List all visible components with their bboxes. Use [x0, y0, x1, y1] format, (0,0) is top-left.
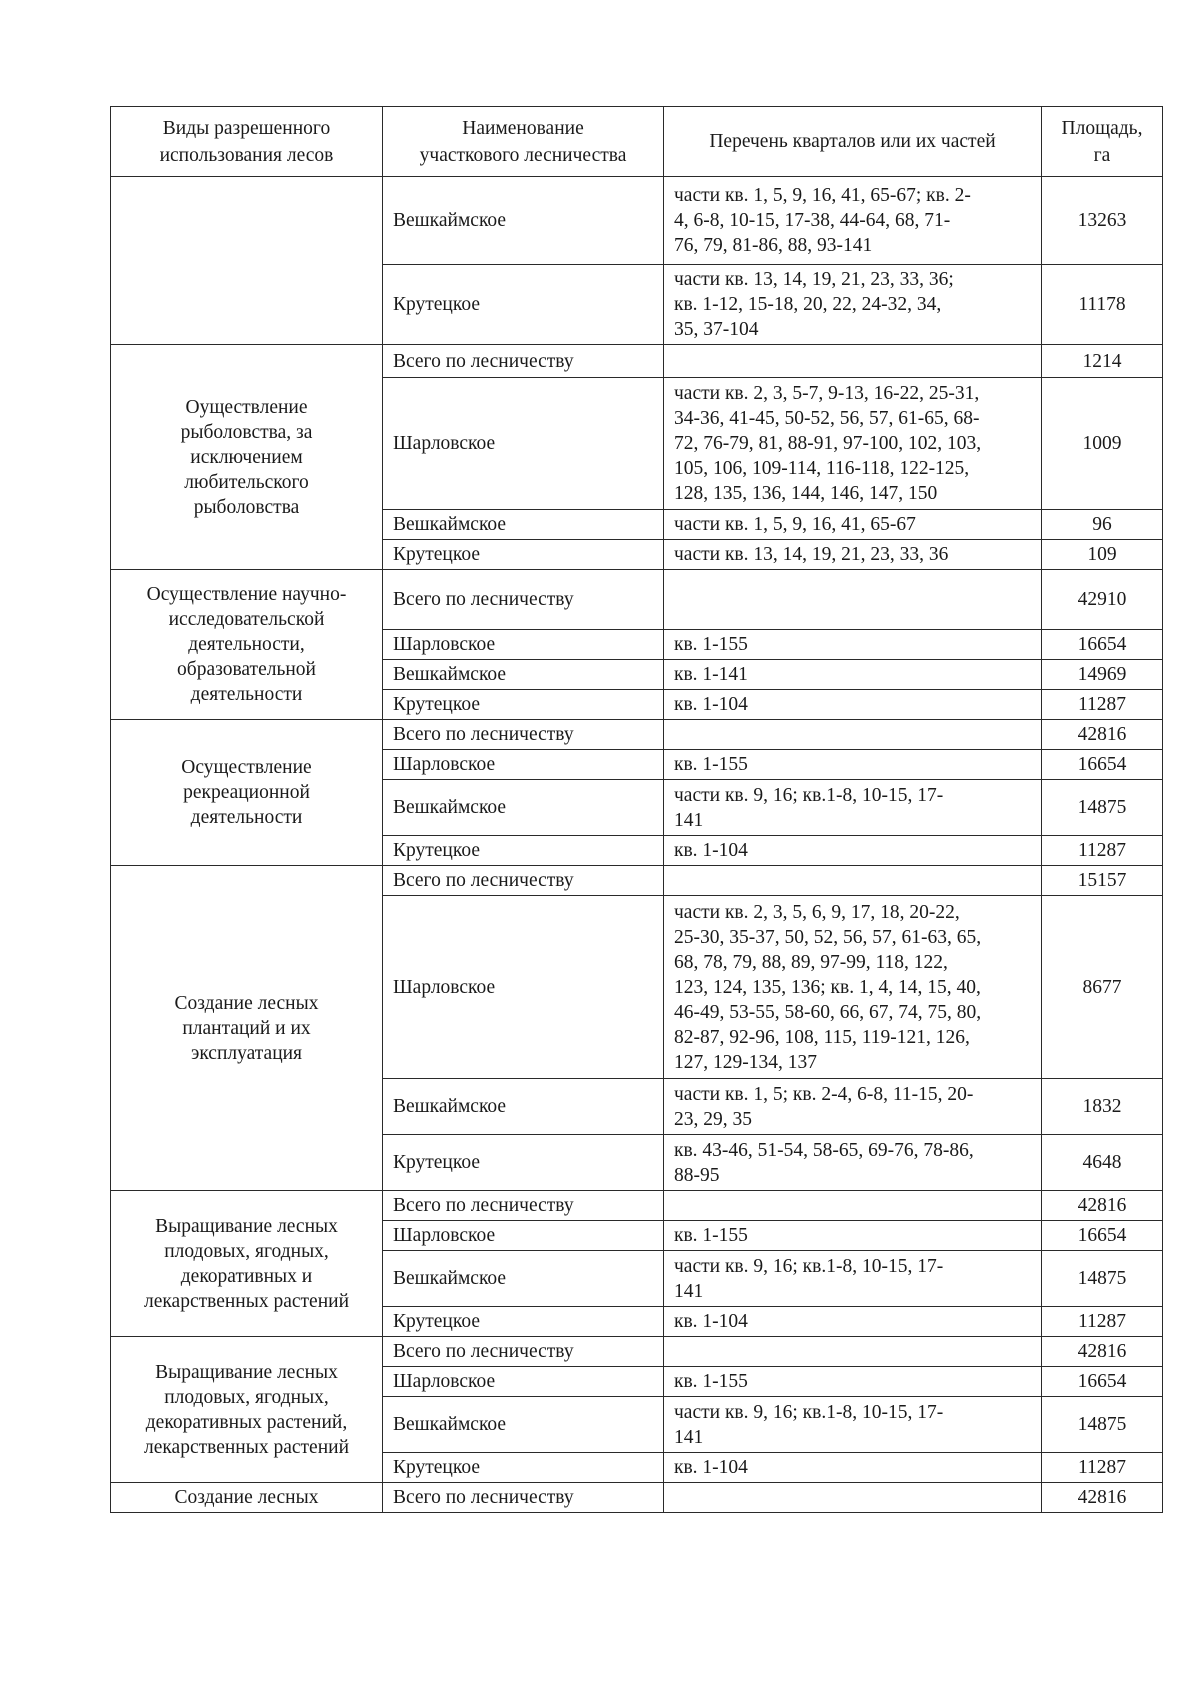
quarters-cell: кв. 1-155 — [664, 630, 1042, 660]
area-cell: 42910 — [1042, 570, 1163, 630]
forestry-name-cell: Всего по лесничеству — [383, 866, 664, 896]
forestry-name-cell: Вешкаймское — [383, 177, 664, 265]
forestry-name-cell: Вешкаймское — [383, 1397, 664, 1453]
header-area: Площадь, га — [1042, 107, 1163, 177]
quarters-cell: части кв. 13, 14, 19, 21, 23, 33, 36 — [664, 540, 1042, 570]
area-cell: 4648 — [1042, 1135, 1163, 1191]
area-cell: 16654 — [1042, 630, 1163, 660]
forestry-name-cell: Вешкаймское — [383, 660, 664, 690]
forestry-name-cell: Всего по лесничеству — [383, 720, 664, 750]
area-cell: 11287 — [1042, 836, 1163, 866]
quarters-cell: части кв. 9, 16; кв.1-8, 10-15, 17- 141 — [664, 1251, 1042, 1307]
area-cell: 14875 — [1042, 1251, 1163, 1307]
area-cell: 11287 — [1042, 1453, 1163, 1483]
forestry-name-cell: Шарловское — [383, 378, 664, 510]
forestry-name-cell: Вешкаймское — [383, 1079, 664, 1135]
quarters-cell: кв. 1-104 — [664, 690, 1042, 720]
forestry-name-cell: Шарловское — [383, 630, 664, 660]
quarters-cell: кв. 1-104 — [664, 1453, 1042, 1483]
use-type-cell: Оуществление рыболовства, за исключением любительского рыболовства — [111, 345, 383, 570]
quarters-cell — [664, 866, 1042, 896]
forestry-name-cell: Крутецкое — [383, 836, 664, 866]
forestry-name-cell: Всего по лесничеству — [383, 1337, 664, 1367]
quarters-cell: кв. 1-155 — [664, 1221, 1042, 1251]
forestry-name-cell: Вешкаймское — [383, 1251, 664, 1307]
table-row — [111, 345, 1163, 378]
use-type-cell — [111, 177, 383, 345]
quarters-cell: части кв. 2, 3, 5, 6, 9, 17, 18, 20-22, 25-30, 35-37, 50, 52, 56, 57, 61-63, 65, 68, 78, 79, 88, 89, 97-99, 118, 122, 123, 124, 135, 136; кв. 1, 4, 14, 15, 40, 46-49, 53-55, 58-60, 66, 67, 74, 75, 80, 82-87, 92-96, 108, 115, 119-121, 126, 127, 129-134, 137 — [664, 896, 1042, 1079]
forestry-name-cell: Крутецкое — [383, 1135, 664, 1191]
header-quarters-list: Перечень кварталов или их частей — [664, 107, 1042, 177]
table-row — [111, 570, 1163, 630]
area-cell: 109 — [1042, 540, 1163, 570]
area-cell: 15157 — [1042, 866, 1163, 896]
area-cell: 42816 — [1042, 1483, 1163, 1513]
area-cell: 1832 — [1042, 1079, 1163, 1135]
area-cell: 11287 — [1042, 1307, 1163, 1337]
quarters-cell: части кв. 1, 5; кв. 2-4, 6-8, 11-15, 20- 23, 29, 35 — [664, 1079, 1042, 1135]
quarters-cell: части кв. 2, 3, 5-7, 9-13, 16-22, 25-31, 34-36, 41-45, 50-52, 56, 57, 61-65, 68- 72, 76-79, 81, 88-91, 97-100, 102, 103, 105, 106, 109-114, 116-118, 122-125, 128, 135, 136, 144, 146, 147, 150 — [664, 378, 1042, 510]
quarters-cell — [664, 720, 1042, 750]
quarters-cell: кв. 43-46, 51-54, 58-65, 69-76, 78-86, 88-95 — [664, 1135, 1042, 1191]
area-cell: 1009 — [1042, 378, 1163, 510]
area-cell: 42816 — [1042, 1191, 1163, 1221]
forestry-name-cell: Крутецкое — [383, 540, 664, 570]
area-cell: 16654 — [1042, 1367, 1163, 1397]
area-cell: 14875 — [1042, 1397, 1163, 1453]
quarters-cell — [664, 1483, 1042, 1513]
use-type-cell: Осуществление рекреационной деятельности — [111, 720, 383, 866]
forestry-name-cell: Крутецкое — [383, 1453, 664, 1483]
forestry-name-cell: Вешкаймское — [383, 780, 664, 836]
forestry-name-cell: Крутецкое — [383, 1307, 664, 1337]
quarters-cell: кв. 1-155 — [664, 750, 1042, 780]
document-page — [110, 106, 1162, 1513]
forestry-name-cell: Всего по лесничеству — [383, 1483, 664, 1513]
quarters-cell: кв. 1-104 — [664, 1307, 1042, 1337]
quarters-cell: части кв. 13, 14, 19, 21, 23, 33, 36; кв. 1-12, 15-18, 20, 22, 24-32, 34, 35, 37-104 — [664, 265, 1042, 345]
quarters-cell — [664, 1337, 1042, 1367]
table-row — [111, 1337, 1163, 1367]
area-cell: 16654 — [1042, 1221, 1163, 1251]
table-row — [111, 177, 1163, 265]
header-forestry-name: Наименование участкового лесничества — [383, 107, 664, 177]
quarters-cell: кв. 1-141 — [664, 660, 1042, 690]
use-type-cell: Выращивание лесных плодовых, ягодных, декоративных и лекарственных растений — [111, 1191, 383, 1337]
area-cell: 42816 — [1042, 720, 1163, 750]
area-cell: 11287 — [1042, 690, 1163, 720]
forestry-name-cell: Всего по лесничеству — [383, 1191, 664, 1221]
area-cell: 14875 — [1042, 780, 1163, 836]
quarters-cell: части кв. 1, 5, 9, 16, 41, 65-67; кв. 2- 4, 6-8, 10-15, 17-38, 44-64, 68, 71- 76, 79, 81-86, 88, 93-141 — [664, 177, 1042, 265]
area-cell: 11178 — [1042, 265, 1163, 345]
quarters-cell: кв. 1-104 — [664, 836, 1042, 866]
table-row — [111, 720, 1163, 750]
quarters-cell: части кв. 9, 16; кв.1-8, 10-15, 17- 141 — [664, 1397, 1042, 1453]
forestry-name-cell: Крутецкое — [383, 690, 664, 720]
forestry-name-cell: Шарловское — [383, 750, 664, 780]
header-use-type: Виды разрешенного использования лесов — [111, 107, 383, 177]
quarters-cell: части кв. 9, 16; кв.1-8, 10-15, 17- 141 — [664, 780, 1042, 836]
table-row — [111, 866, 1163, 896]
quarters-cell — [664, 1191, 1042, 1221]
area-cell: 42816 — [1042, 1337, 1163, 1367]
area-cell: 96 — [1042, 510, 1163, 540]
quarters-cell — [664, 570, 1042, 630]
area-cell: 13263 — [1042, 177, 1163, 265]
forestry-name-cell: Вешкаймское — [383, 510, 664, 540]
table-row — [111, 1191, 1163, 1221]
table-row — [111, 1483, 1163, 1513]
area-cell: 8677 — [1042, 896, 1163, 1079]
forestry-name-cell: Всего по лесничеству — [383, 345, 664, 378]
area-cell: 14969 — [1042, 660, 1163, 690]
area-cell: 16654 — [1042, 750, 1163, 780]
forestry-name-cell: Крутецкое — [383, 265, 664, 345]
forestry-name-cell: Шарловское — [383, 896, 664, 1079]
quarters-cell: кв. 1-155 — [664, 1367, 1042, 1397]
use-type-cell: Выращивание лесных плодовых, ягодных, декоративных растений, лекарственных растений — [111, 1337, 383, 1483]
forestry-name-cell: Шарловское — [383, 1221, 664, 1251]
forestry-name-cell: Всего по лесничеству — [383, 570, 664, 630]
use-type-cell: Создание лесных — [111, 1483, 383, 1513]
forestry-name-cell: Шарловское — [383, 1367, 664, 1397]
use-type-cell: Осуществление научно- исследовательской деятельности, образовательной деятельности — [111, 570, 383, 720]
area-cell: 1214 — [1042, 345, 1163, 378]
table-header-row — [111, 107, 1163, 177]
use-type-cell: Создание лесных плантаций и их эксплуатация — [111, 866, 383, 1191]
quarters-cell — [664, 345, 1042, 378]
forest-use-table — [110, 106, 1163, 1513]
quarters-cell: части кв. 1, 5, 9, 16, 41, 65-67 — [664, 510, 1042, 540]
